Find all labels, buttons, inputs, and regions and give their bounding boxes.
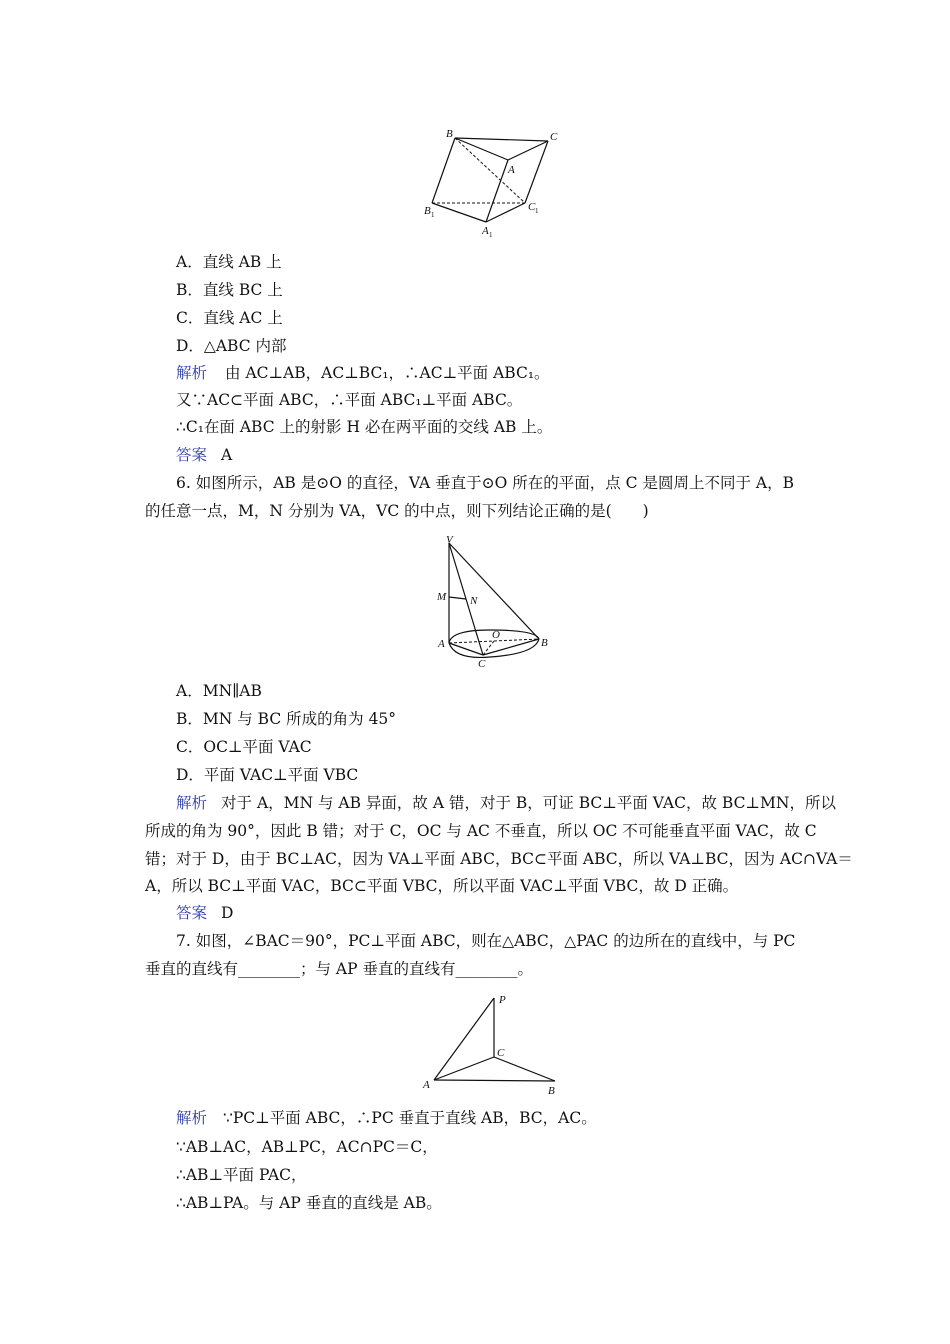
q5-answer (176, 445, 232, 465)
prism-figure (420, 124, 558, 240)
q6-analysis-line: A，所以 BC⊥平面 VAC，BC⊂平面 VBC，所以平面 VAC⊥平面 VBC，故 D 正确。 (145, 877, 739, 895)
label-N: N (470, 595, 478, 607)
q5-option-b: B．直线 BC 上 (176, 281, 283, 299)
label-P: P (499, 994, 506, 1006)
q5-option-d: D．△ABC 内部 (176, 337, 287, 355)
q5-analysis-line: 又∵AC⊂平面 ABC，∴平面 ABC₁⊥平面 ABC。 (176, 391, 523, 409)
q6-analysis-first (176, 793, 836, 813)
label-A1: A (482, 225, 489, 237)
q5-analysis-first (176, 363, 550, 383)
q7-analysis-line: ∴AB⊥PA。与 AP 垂直的直线是 AB。 (176, 1194, 442, 1212)
q6-stem-line1: 6. 如图所示，AB 是⊙O 的直径，VA 垂直于⊙O 所在的平面，点 C 是圆周上不同于 A，B (176, 474, 794, 492)
answer-label: 答案 (176, 904, 208, 922)
label-C1: C (528, 201, 536, 213)
q6-answer (176, 903, 233, 923)
q7-analysis-line: ∴AB⊥平面 PAC， (176, 1166, 307, 1184)
answer-value: D (221, 904, 234, 922)
q6-stem-line2: 的任意一点，M，N 分别为 VA，VC 的中点，则下列结论正确的是( ) (145, 502, 649, 520)
label-C: C (497, 1047, 505, 1059)
label-V: V (446, 534, 453, 546)
q6-option-c: C．OC⊥平面 VAC (176, 738, 312, 756)
analysis-label: 解析 (176, 794, 208, 812)
q6-option-d: D．平面 VAC⊥平面 VBC (176, 766, 359, 784)
analysis-text: 由 AC⊥AB，AC⊥BC₁，∴AC⊥平面 ABC₁。 (225, 364, 550, 382)
label-C1-sub: 1 (535, 207, 539, 215)
cone-figure (425, 528, 560, 672)
q7-stem-line1: 7. 如图，∠BAC＝90°，PC⊥平面 ABC，则在△ABC，△PAC 的边所在的直线中，与 PC (176, 932, 796, 950)
analysis-text: 对于 A，MN 与 AB 异面，故 A 错，对于 B，可证 BC⊥平面 VAC，故 BC⊥MN，所以 (221, 794, 836, 812)
label-B1-sub: 1 (431, 211, 435, 219)
q6-analysis-line: 所成的角为 90°，因此 B 错；对于 C，OC 与 AC 不垂直，所以 OC 不可能垂直平面 VAC，故 C (145, 822, 817, 840)
label-A: A (438, 638, 445, 650)
label-B: B (446, 128, 453, 140)
label-A: A (508, 164, 515, 176)
label-C: C (550, 131, 558, 143)
q6-option-b: B．MN 与 BC 所成的角为 45° (176, 710, 397, 728)
q7-analysis-line: ∵AB⊥AC，AB⊥PC，AC∩PC＝C， (176, 1138, 438, 1156)
q5-option-c: C．直线 AC 上 (176, 309, 283, 327)
label-B1: B (424, 205, 431, 217)
q5-option-a: A．直线 AB 上 (176, 253, 282, 271)
q5-analysis-line: ∴C₁在面 ABC 上的射影 H 必在两平面的交线 AB 上。 (176, 418, 553, 436)
answer-value: A (221, 446, 233, 464)
tetrahedron-figure (420, 990, 560, 1098)
label-B: B (548, 1085, 555, 1097)
label-B: B (541, 637, 548, 649)
q6-option-a: A．MN∥AB (176, 682, 262, 700)
answer-label: 答案 (176, 446, 208, 464)
q6-analysis-line: 错；对于 D，由于 BC⊥AC，因为 VA⊥平面 ABC，BC⊂平面 ABC，所以 VA⊥BC，因为 AC∩VA＝ (145, 850, 853, 868)
analysis-label: 解析 (176, 1109, 208, 1127)
q7-stem-line2: 垂直的直线有________；与 AP 垂直的直线有________。 (145, 960, 533, 978)
label-O: O (492, 629, 500, 641)
label-A: A (423, 1079, 430, 1091)
label-M: M (437, 591, 447, 603)
analysis-label: 解析 (176, 364, 208, 382)
q7-analysis-first (176, 1108, 597, 1128)
label-C: C (478, 658, 486, 670)
label-A1-sub: 1 (489, 231, 493, 239)
analysis-text: ∵PC⊥平面 ABC，∴PC 垂直于直线 AB，BC，AC。 (223, 1109, 597, 1127)
